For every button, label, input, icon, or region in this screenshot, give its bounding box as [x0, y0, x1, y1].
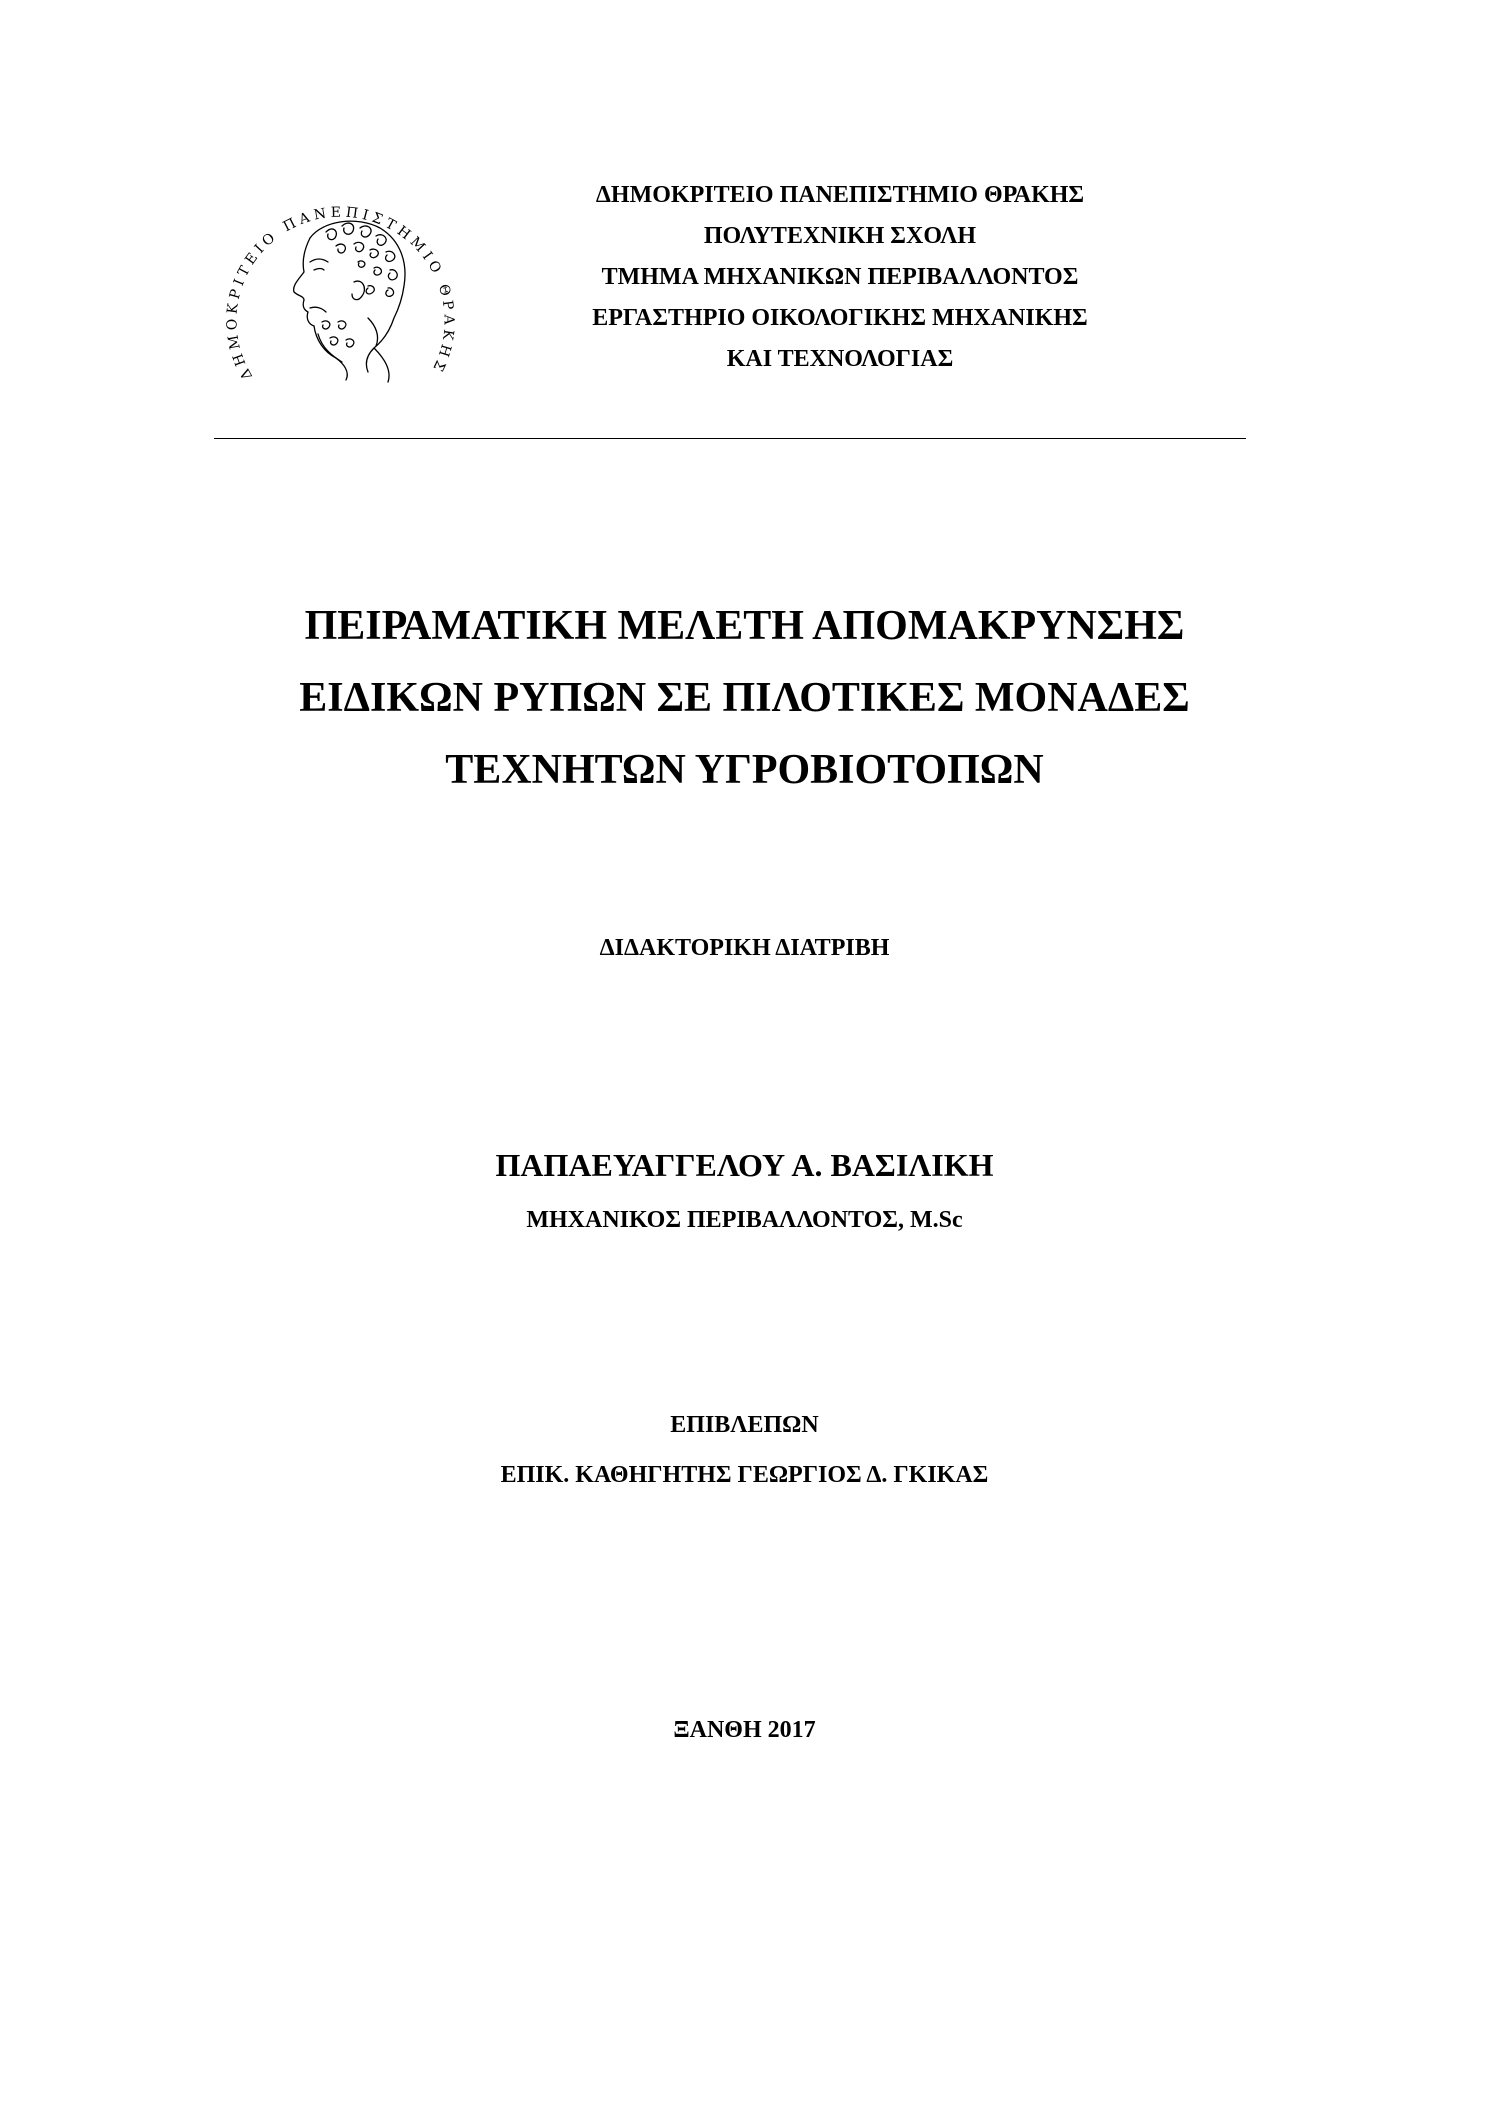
- university-logo: [218, 158, 463, 430]
- author-title: ΜΗΧΑΝΙΚΟΣ ΠΕΡΙΒΑΛΛΟΝΤΟΣ, M.Sc: [526, 1207, 963, 1233]
- header-divider: [214, 438, 1246, 439]
- header-department: ΤΜΗΜΑ ΜΗΧΑΝΙΚΩΝ ΠΕΡΙΒΑΛΛΟΝΤΟΣ: [601, 264, 1079, 290]
- title-line-3: ΤΕΧΝΗΤΩΝ ΥΓΡΟΒΙΟΤΟΠΩΝ: [445, 747, 1044, 793]
- author-name: ΠΑΠΑΕΥΑΓΓΕΛΟΥ Α. ΒΑΣΙΛΙΚΗ: [495, 1147, 994, 1183]
- logo-ring-text: ΔΗΜΟΚΡΙΤΕΙΟ ΠΑΝΕΠΙΣΤΗΜΙΟ ΘΡΑΚΗΣ: [224, 204, 457, 383]
- title-line-1: ΠΕΙΡΑΜΑΤΙΚΗ ΜΕΛΕΤΗ ΑΠΟΜΑΚΡΥΝΣΗΣ: [304, 603, 1185, 649]
- header-university: ΔΗΜΟΚΡΙΤΕΙΟ ΠΑΝΕΠΙΣΤΗΜΙΟ ΘΡΑΚΗΣ: [595, 182, 1085, 208]
- thesis-title: [0, 590, 1489, 806]
- document-type: ΔΙΔΑΚΤΟΡΙΚΗ ΔΙΑΤΡΙΒΗ: [599, 935, 890, 961]
- header-school: ΠΟΛΥΤΕΧΝΙΚΗ ΣΧΟΛΗ: [703, 223, 977, 249]
- place-year: ΞΑΝΘΗ 2017: [673, 1717, 816, 1743]
- header-laboratory: ΕΡΓΑΣΤΗΡΙΟ ΟΙΚΟΛΟΓΙΚΗΣ ΜΗΧΑΝΙΚΗΣ: [592, 305, 1088, 331]
- title-line-2: ΕΙΔΙΚΩΝ ΡΥΠΩΝ ΣΕ ΠΙΛΟΤΙΚΕΣ ΜΟΝΑΔΕΣ: [299, 675, 1190, 721]
- democritus-seal-icon: [218, 158, 463, 430]
- supervisor-name: ΕΠΙΚ. ΚΑΘΗΓΗΤΗΣ ΓΕΩΡΓΙΟΣ Δ. ΓΚΙΚΑΣ: [500, 1462, 989, 1488]
- supervisor-label: ΕΠΙΒΛΕΠΩΝ: [670, 1412, 819, 1438]
- header-laboratory-cont: ΚΑΙ ΤΕΧΝΟΛΟΓΙΑΣ: [726, 346, 954, 372]
- institution-header: [520, 175, 1160, 380]
